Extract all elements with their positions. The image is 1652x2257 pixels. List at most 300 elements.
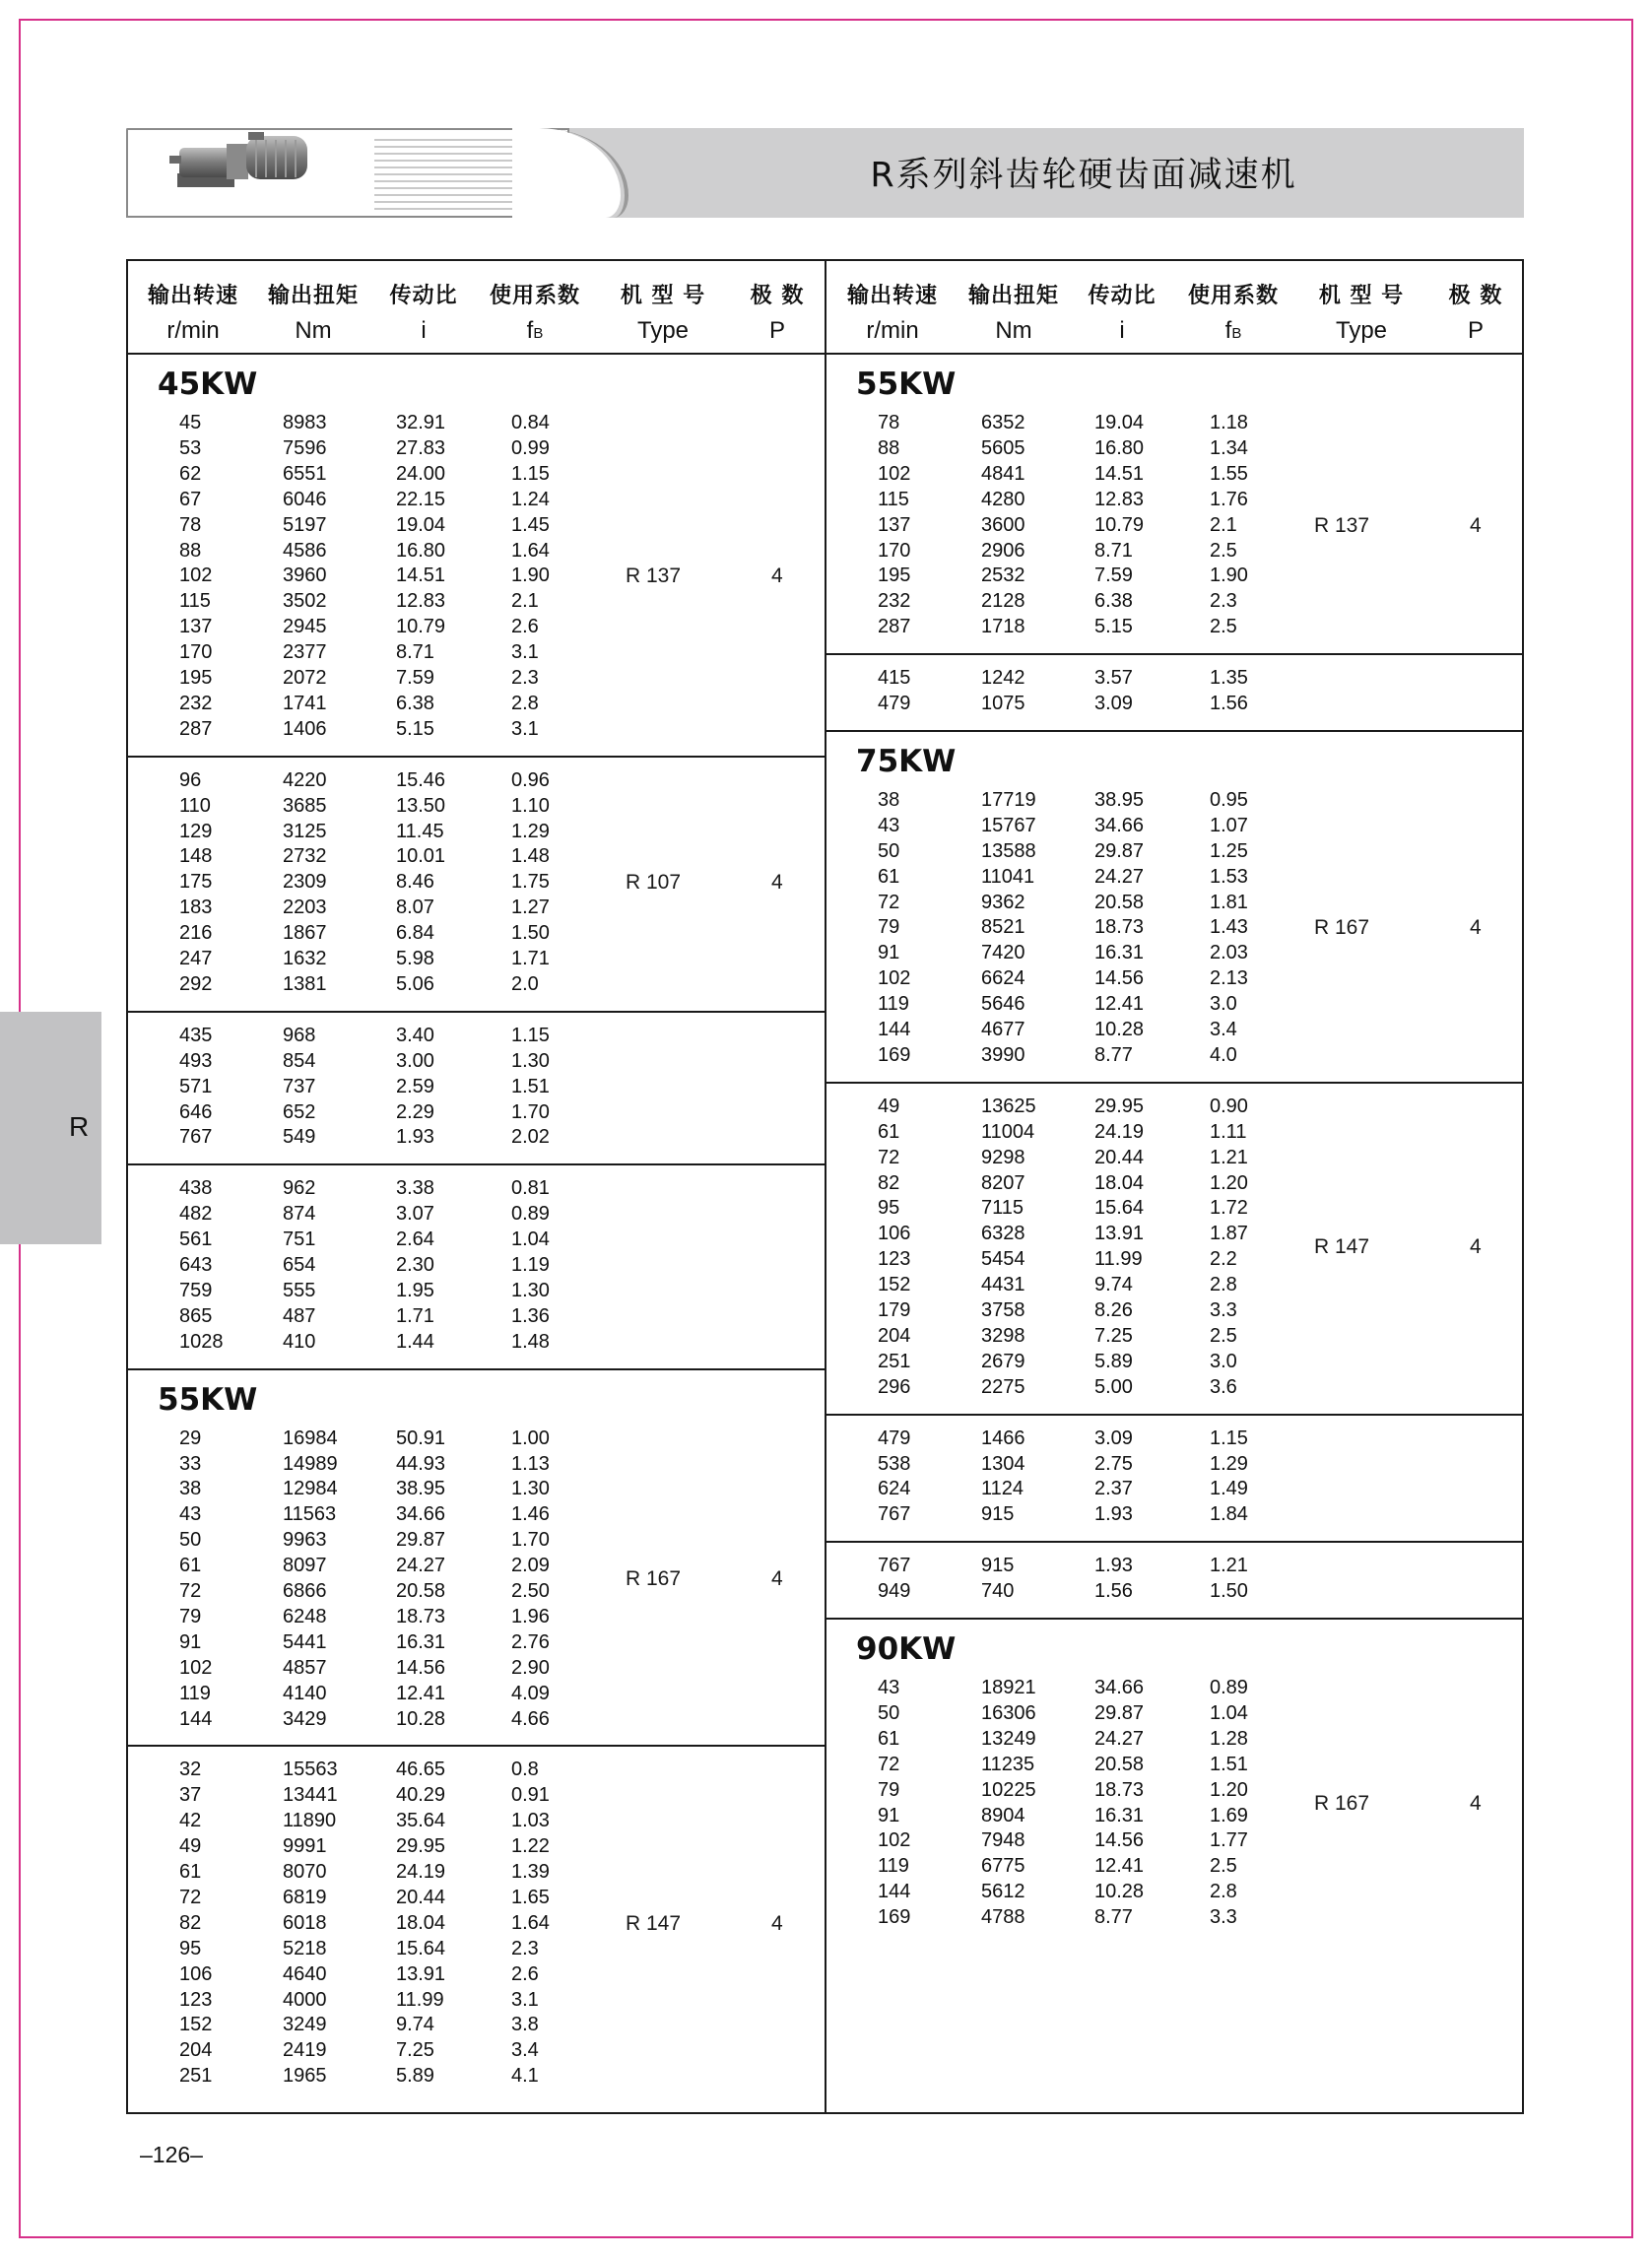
service-factor-value: 3.1 (511, 717, 539, 740)
column-unit: P (768, 317, 786, 344)
model-type: R 167 (1314, 916, 1370, 940)
speed-value: 144 (878, 1019, 911, 1040)
speed-value: 91 (179, 1630, 202, 1653)
torque-value: 1242 (981, 667, 1025, 690)
column-header: 极 数 (750, 284, 805, 308)
ratio-value: 6.38 (1094, 590, 1133, 613)
ratio-value: 5.00 (1094, 1375, 1133, 1398)
column-header: 输出转速 (846, 284, 939, 308)
torque-value: 3125 (283, 820, 327, 842)
torque-value: 5612 (981, 1881, 1025, 1903)
power-heading: 75KW (856, 743, 957, 779)
model-type: R 167 (626, 1567, 682, 1590)
speed-value: 61 (878, 865, 900, 888)
speed-value: 232 (179, 692, 213, 714)
service-factor-value: 0.81 (511, 1177, 550, 1200)
speed-value: 102 (878, 462, 911, 485)
ratio-value: 14.56 (1094, 1829, 1145, 1852)
service-factor-value: 4.1 (511, 2065, 539, 2088)
table-row (826, 1829, 1522, 1855)
torque-value: 13625 (981, 1095, 1036, 1117)
torque-value: 915 (981, 1503, 1015, 1526)
torque-value: 18921 (981, 1677, 1036, 1698)
column-unit: Type (636, 317, 690, 344)
speed-value: 144 (179, 1707, 213, 1730)
ratio-value: 5.89 (1094, 1350, 1133, 1372)
ratio-value: 5.15 (1094, 616, 1133, 638)
torque-value: 3758 (981, 1299, 1025, 1321)
table-row (826, 1805, 1522, 1830)
table-row (826, 1754, 1522, 1779)
fb-subscript: B (533, 325, 544, 342)
ratio-value: 11.45 (396, 820, 444, 842)
ratio-value: 10.28 (1094, 1019, 1145, 1040)
speed-value: 102 (179, 1656, 213, 1679)
torque-value: 2419 (283, 2039, 327, 2062)
ratio-value: 16.31 (1094, 1804, 1145, 1826)
pole-count: 4 (771, 871, 783, 895)
torque-value: 8983 (283, 412, 327, 433)
torque-value: 5218 (283, 1937, 327, 1959)
ratio-value: 13.91 (1094, 1223, 1145, 1245)
speed-value: 43 (878, 814, 900, 836)
power-heading: 45KW (158, 366, 258, 402)
torque-value: 2906 (981, 539, 1025, 562)
service-factor-value: 2.3 (1210, 590, 1237, 613)
service-factor-value: 1.69 (1210, 1804, 1248, 1826)
table-row (128, 1912, 825, 1938)
torque-value: 6352 (981, 412, 1025, 433)
speed-value: 123 (179, 1988, 213, 2011)
torque-value: 13588 (981, 839, 1036, 862)
table-row (128, 922, 825, 948)
table-row (826, 1121, 1522, 1147)
ratio-value: 34.66 (1094, 814, 1145, 836)
block-divider (128, 1163, 825, 1165)
service-factor-value: 1.04 (1210, 1701, 1248, 1724)
service-factor-value: 2.90 (511, 1656, 550, 1679)
speed-value: 37 (179, 1784, 202, 1807)
ratio-value: 7.25 (396, 2039, 434, 2062)
ratio-value: 20.58 (396, 1580, 446, 1602)
ratio-value: 18.04 (396, 1911, 446, 1934)
table-row (826, 1503, 1522, 1529)
block-divider (826, 1414, 1522, 1416)
service-factor-value: 1.00 (511, 1427, 550, 1449)
service-factor-value: 0.96 (511, 768, 550, 791)
speed-value: 137 (878, 513, 911, 536)
torque-value: 5197 (283, 513, 327, 536)
torque-value: 3429 (283, 1707, 327, 1730)
ratio-value: 32.91 (396, 412, 446, 433)
service-factor-value: 1.27 (511, 896, 550, 919)
torque-value: 740 (981, 1580, 1015, 1603)
torque-value: 5646 (981, 993, 1025, 1016)
speed-value: 538 (878, 1452, 911, 1475)
table-row (128, 1657, 825, 1683)
torque-value: 13249 (981, 1727, 1036, 1750)
table-row (826, 1855, 1522, 1881)
speed-value: 767 (878, 1503, 911, 1526)
table-row (128, 412, 825, 437)
pole-count: 4 (771, 564, 783, 588)
speed-value: 61 (179, 1861, 202, 1883)
column-header: 传动比 (389, 284, 458, 308)
torque-value: 3685 (283, 794, 327, 817)
speed-value: 102 (878, 967, 911, 990)
service-factor-value: 1.84 (1210, 1503, 1248, 1526)
torque-value: 652 (283, 1100, 316, 1123)
ratio-value: 38.95 (396, 1478, 446, 1500)
ratio-value: 8.07 (396, 896, 434, 919)
block-divider (128, 1745, 825, 1747)
torque-value: 1075 (981, 693, 1025, 714)
ratio-value: 24.27 (1094, 865, 1145, 888)
speed-value: 88 (179, 539, 202, 562)
speed-value: 292 (179, 972, 213, 995)
service-factor-value: 1.90 (511, 564, 550, 587)
ratio-value: 11.99 (396, 1988, 444, 2011)
torque-value: 16984 (283, 1427, 338, 1449)
service-factor-value: 1.43 (1210, 916, 1248, 939)
ratio-value: 19.04 (1094, 412, 1145, 433)
ratio-value: 15.64 (396, 1937, 446, 1959)
service-factor-value: 2.1 (511, 590, 539, 613)
service-factor-value: 3.3 (1210, 1299, 1237, 1321)
torque-value: 8097 (283, 1555, 327, 1577)
ratio-value: 13.91 (396, 1962, 446, 1985)
speed-value: 96 (179, 768, 202, 791)
table-row (826, 993, 1522, 1019)
ratio-value: 1.44 (396, 1330, 434, 1353)
torque-value: 915 (981, 1555, 1015, 1577)
service-factor-value: 1.03 (511, 1810, 550, 1832)
service-factor-value: 1.72 (1210, 1197, 1248, 1220)
ratio-value: 34.66 (1094, 1677, 1145, 1698)
service-factor-value: 4.09 (511, 1682, 550, 1704)
ratio-value: 11.99 (1094, 1248, 1143, 1271)
ratio-value: 8.71 (1094, 539, 1133, 562)
torque-value: 4788 (981, 1906, 1025, 1929)
service-factor-value: 0.91 (511, 1784, 550, 1807)
ratio-value: 2.59 (396, 1075, 434, 1097)
service-factor-value: 1.36 (511, 1304, 550, 1327)
torque-value: 4586 (283, 539, 327, 562)
torque-value: 8904 (981, 1804, 1025, 1826)
table-row (826, 412, 1522, 437)
speed-value: 38 (179, 1478, 202, 1500)
torque-value: 17719 (981, 788, 1036, 811)
torque-value: 10225 (981, 1778, 1036, 1801)
table-row (128, 1784, 825, 1810)
ratio-value: 1.56 (1094, 1580, 1133, 1603)
speed-value: 115 (179, 590, 211, 613)
service-factor-value: 3.0 (1210, 1350, 1237, 1372)
speed-value: 79 (878, 916, 900, 939)
column-unit: r/min (166, 317, 220, 344)
service-factor-value: 1.11 (1210, 1120, 1247, 1143)
ratio-value: 7.59 (1094, 564, 1133, 587)
torque-value: 4841 (981, 462, 1025, 485)
torque-value: 2377 (283, 641, 327, 664)
speed-value: 88 (878, 436, 900, 459)
torque-value: 4857 (283, 1656, 327, 1679)
ratio-value: 16.80 (396, 539, 446, 562)
speed-value: 82 (878, 1171, 900, 1194)
ratio-value: 34.66 (396, 1503, 446, 1526)
speed-value: 29 (179, 1427, 202, 1449)
service-factor-value: 2.5 (1210, 539, 1237, 562)
ratio-value: 1.93 (1094, 1503, 1133, 1526)
speed-value: 79 (179, 1605, 202, 1627)
fb-subscript: B (1231, 325, 1242, 342)
table-row (128, 718, 825, 744)
torque-value: 12984 (283, 1478, 338, 1500)
torque-value: 6328 (981, 1223, 1025, 1245)
service-factor-value: 1.15 (511, 1024, 550, 1046)
speed-value: 767 (878, 1555, 911, 1577)
service-factor-value: 3.4 (511, 2039, 539, 2062)
service-factor-value: 3.3 (1210, 1906, 1237, 1929)
torque-value: 962 (283, 1177, 316, 1200)
pole-count: 4 (1470, 916, 1482, 940)
speed-value: 110 (179, 794, 211, 817)
column-unit: r/min (866, 317, 919, 344)
speed-value: 38 (878, 788, 900, 811)
service-factor-value: 1.77 (1210, 1829, 1248, 1852)
ratio-value: 16.31 (1094, 942, 1145, 964)
service-factor-value: 2.50 (511, 1580, 550, 1602)
ratio-value: 29.95 (1094, 1095, 1145, 1117)
service-factor-value: 2.8 (511, 692, 539, 714)
service-factor-value: 0.8 (511, 1759, 539, 1781)
column-header: 机 型 号 (1318, 284, 1405, 308)
table-row (826, 1453, 1522, 1479)
service-factor-value: 1.56 (1210, 693, 1248, 714)
speed-value: 170 (179, 641, 213, 664)
service-factor-value: 1.53 (1210, 865, 1248, 888)
speed-value: 79 (878, 1778, 900, 1801)
ratio-value: 8.77 (1094, 1043, 1133, 1066)
speed-value: 296 (878, 1375, 911, 1398)
speed-value: 72 (878, 1146, 900, 1168)
model-type: R 107 (626, 871, 682, 895)
speed-value: 137 (179, 616, 213, 638)
ratio-value: 5.06 (396, 972, 434, 995)
torque-value: 2679 (981, 1350, 1025, 1372)
column-unit: Type (1335, 317, 1388, 344)
table-row (128, 641, 825, 667)
speed-value: 195 (179, 667, 213, 689)
table-header-rule (126, 353, 1524, 355)
speed-value: 67 (179, 488, 202, 510)
speed-value: 561 (179, 1228, 213, 1251)
table-row (826, 1376, 1522, 1402)
table-row (826, 866, 1522, 892)
table-row (128, 463, 825, 489)
speed-value: 175 (179, 871, 213, 894)
torque-value: 410 (283, 1330, 316, 1353)
ratio-value: 14.56 (1094, 967, 1145, 990)
torque-value: 2309 (283, 871, 327, 894)
speed-value: 91 (878, 942, 900, 964)
speed-value: 50 (878, 1701, 900, 1724)
speed-value: 204 (179, 2039, 213, 2062)
speed-value: 435 (179, 1024, 213, 1046)
block-divider (128, 1011, 825, 1013)
service-factor-value: 1.20 (1210, 1171, 1248, 1194)
torque-value: 487 (283, 1304, 316, 1327)
speed-value: 78 (179, 513, 202, 536)
speed-value: 72 (878, 1753, 900, 1775)
speed-value: 45 (179, 412, 202, 433)
service-factor-value: 1.39 (511, 1861, 550, 1883)
table-row (826, 1274, 1522, 1299)
block-divider (826, 1541, 1522, 1543)
torque-value: 11890 (283, 1810, 337, 1832)
table-row (826, 815, 1522, 840)
service-factor-value: 2.8 (1210, 1274, 1237, 1296)
service-factor-value: 1.30 (511, 1049, 550, 1072)
power-heading: 55KW (158, 1381, 258, 1418)
torque-value: 4140 (283, 1682, 327, 1704)
service-factor-value: 1.04 (511, 1228, 550, 1251)
table-row (128, 795, 825, 821)
block-divider (128, 1368, 825, 1370)
ratio-value: 14.51 (396, 564, 446, 587)
column-header: 输出扭矩 (267, 284, 360, 308)
table-row (826, 1906, 1522, 1932)
service-factor-value: 1.34 (1210, 436, 1248, 459)
table-row (128, 2065, 825, 2091)
service-factor-value: 3.1 (511, 1988, 539, 2011)
ratio-value: 7.59 (396, 667, 434, 689)
table-row (826, 1299, 1522, 1325)
torque-value: 2275 (981, 1375, 1025, 1398)
page-number: –126– (140, 2142, 203, 2167)
table-row (128, 590, 825, 616)
ratio-value: 7.25 (1094, 1324, 1133, 1347)
table-row (128, 540, 825, 565)
torque-value: 6018 (283, 1911, 327, 1934)
service-factor-value: 1.21 (1210, 1146, 1248, 1168)
service-factor-value: 1.29 (511, 820, 550, 842)
ratio-value: 3.09 (1094, 1427, 1133, 1449)
column-unit: i (1119, 317, 1125, 344)
service-factor-value: 1.46 (511, 1503, 550, 1526)
torque-value: 4220 (283, 768, 327, 791)
ratio-value: 18.73 (1094, 916, 1145, 939)
table-row (826, 667, 1522, 693)
table-row (128, 1606, 825, 1631)
ratio-value: 29.87 (396, 1529, 446, 1552)
table-row (128, 973, 825, 999)
service-factor-value: 1.18 (1210, 412, 1248, 433)
speed-value: 251 (878, 1350, 911, 1372)
table-row (826, 514, 1522, 540)
service-factor-value: 1.65 (511, 1886, 550, 1908)
speed-value: 482 (179, 1203, 213, 1226)
speed-value: 624 (878, 1478, 911, 1500)
speed-value: 287 (179, 717, 213, 740)
table-row (128, 1126, 825, 1152)
speed-value: 493 (179, 1049, 213, 1072)
service-factor-value: 2.6 (511, 1962, 539, 1985)
ratio-value: 3.09 (1094, 693, 1133, 714)
torque-value: 13441 (283, 1784, 338, 1807)
ratio-value: 14.51 (1094, 462, 1145, 485)
ratio-value: 1.93 (396, 1126, 434, 1149)
speed-value: 43 (179, 1503, 202, 1526)
block-divider (826, 653, 1522, 655)
column-unit: P (1467, 317, 1485, 344)
ratio-value: 10.79 (396, 616, 446, 638)
table-row (826, 463, 1522, 489)
speed-value: 72 (179, 1580, 202, 1602)
pole-count: 4 (1470, 1791, 1482, 1815)
torque-value: 4640 (283, 1962, 327, 1985)
torque-value: 4000 (283, 1988, 327, 2011)
power-heading: 55KW (856, 366, 957, 402)
torque-value: 968 (283, 1024, 316, 1046)
table-row (128, 948, 825, 973)
table-row (128, 1305, 825, 1331)
service-factor-value: 1.70 (511, 1100, 550, 1123)
column-unit: i (421, 317, 427, 344)
ratio-value: 40.29 (396, 1784, 446, 1807)
speed-value: 767 (179, 1126, 213, 1149)
ratio-value: 29.87 (1094, 839, 1145, 862)
service-factor-value: 1.75 (511, 871, 550, 894)
column-header: 输出转速 (147, 284, 239, 308)
torque-value: 751 (283, 1228, 316, 1251)
torque-value: 8521 (981, 916, 1025, 939)
service-factor-value: 1.22 (511, 1835, 550, 1858)
speed-value: 32 (179, 1759, 202, 1781)
torque-value: 14989 (283, 1452, 338, 1475)
service-factor-value: 1.87 (1210, 1223, 1248, 1245)
ratio-value: 18.73 (396, 1605, 446, 1627)
torque-value: 15767 (981, 814, 1036, 836)
table-row (128, 1177, 825, 1203)
table-row (826, 590, 1522, 616)
table-row (128, 1203, 825, 1228)
ratio-value: 3.40 (396, 1024, 434, 1046)
ratio-value: 1.71 (396, 1304, 434, 1327)
torque-value: 2945 (283, 616, 327, 638)
speed-value: 91 (878, 1804, 900, 1826)
torque-value: 9963 (283, 1529, 327, 1552)
torque-value: 3502 (283, 590, 327, 613)
ratio-value: 10.28 (1094, 1881, 1145, 1903)
speed-value: 123 (878, 1248, 911, 1271)
ratio-value: 8.26 (1094, 1299, 1133, 1321)
ratio-value: 29.87 (1094, 1701, 1145, 1724)
speed-value: 949 (878, 1580, 911, 1603)
torque-value: 4280 (981, 488, 1025, 510)
table-row (128, 1963, 825, 1989)
ratio-value: 5.98 (396, 948, 434, 969)
table-row (826, 1677, 1522, 1702)
torque-value: 555 (283, 1279, 316, 1301)
ratio-value: 1.95 (396, 1279, 434, 1301)
ratio-value: 16.31 (396, 1630, 446, 1653)
speed-value: 865 (179, 1304, 213, 1327)
table-row (128, 1228, 825, 1254)
service-factor-value: 0.84 (511, 412, 550, 433)
model-type: R 137 (626, 564, 682, 588)
ratio-value: 6.38 (396, 692, 434, 714)
